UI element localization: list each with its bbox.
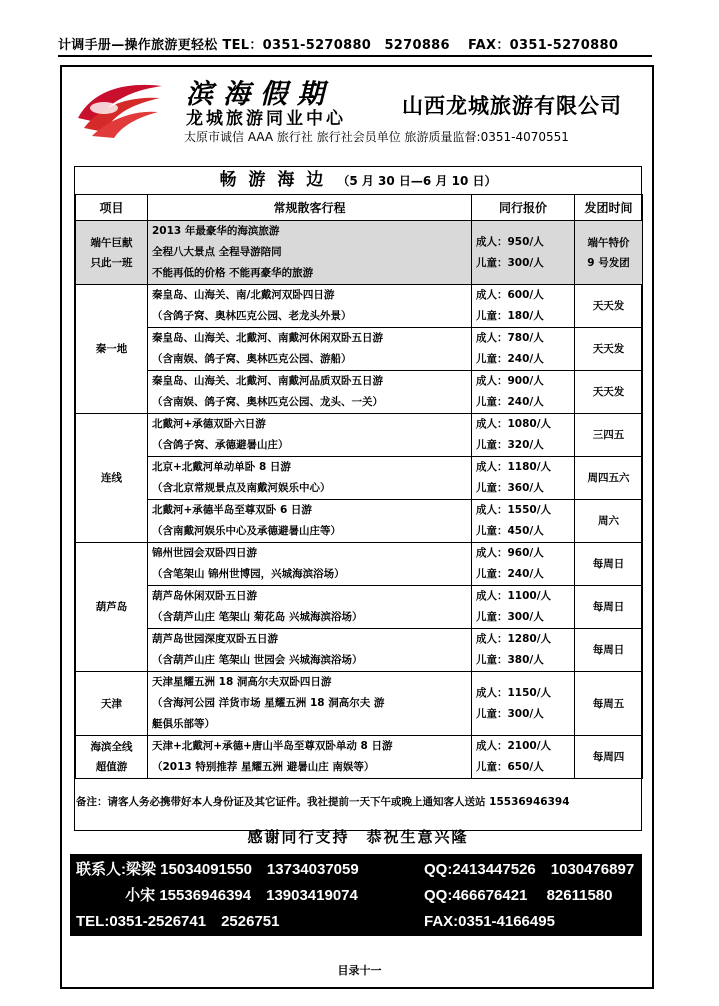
itinerary-cell — [148, 221, 472, 285]
contact-tel: TEL:0351-2526741 2526751 — [76, 913, 280, 930]
table-row — [76, 736, 643, 779]
departure-cell — [575, 328, 643, 371]
price-line: 成人：900/人 — [476, 375, 544, 387]
price-line: 儿童：650/人 — [476, 761, 544, 773]
company-name: 山西龙城旅游有限公司 — [402, 93, 622, 118]
price-line: 成人：600/人 — [476, 289, 544, 301]
itinerary-cell — [148, 672, 472, 736]
category-label: 连线 — [101, 472, 122, 484]
price-line: 成人：1100/人 — [476, 590, 552, 602]
price-cell — [472, 543, 575, 586]
itinerary-line: 秦皇岛、山海关、南/北戴河双卧四日游 — [152, 289, 335, 301]
itinerary-line: 艇俱乐部等） — [152, 718, 215, 730]
itinerary-line: 葫芦岛世园深度双卧五日游 — [152, 633, 278, 645]
price-line: 儿童：300/人 — [476, 611, 544, 623]
price-line: 儿童：360/人 — [476, 482, 544, 494]
departure-cell — [575, 414, 643, 457]
contact-persons-2: 小宋 15536946394 13903419074 — [76, 887, 358, 904]
itinerary-cell — [148, 285, 472, 328]
price-line: 成人：1180/人 — [476, 461, 552, 473]
contact-qq-2: QQ:466676421 82611580 — [424, 887, 613, 904]
price-line: 儿童：240/人 — [476, 353, 544, 365]
price-line: 成人：1080/人 — [476, 418, 552, 430]
itinerary-line: （含南娱、鸽子窝、奥林匹克公园、龙头、一关） — [152, 396, 383, 408]
col-header-item: 项目 — [76, 195, 148, 221]
departure-cell — [575, 586, 643, 629]
table-row — [76, 672, 643, 736]
itinerary-cell — [148, 736, 472, 779]
title-bar — [74, 166, 642, 194]
price-line: 成人：1550/人 — [476, 504, 552, 516]
contact-persons: 联系人:梁梁 15034091550 13734037059 — [76, 861, 359, 878]
table-row — [76, 629, 643, 672]
itinerary-cell — [148, 328, 472, 371]
price-cell — [472, 414, 575, 457]
price-cell — [472, 221, 575, 285]
price-cell — [472, 371, 575, 414]
departure-cell — [575, 221, 643, 285]
table-row — [76, 221, 643, 285]
table-row — [76, 586, 643, 629]
departure-line: 三四五 — [592, 429, 625, 441]
itinerary-line: （含鸽子窝、奥林匹克公园、老龙头外景） — [152, 310, 352, 322]
contact-fax: FAX:0351-4166495 — [424, 913, 555, 930]
category-label: 端午巨献 — [90, 236, 133, 249]
top-contact-line: 计调手册—操作旅游更轻松 TEL：0351-5270880 5270886 FAX：0351-5270880 — [58, 34, 652, 57]
departure-cell — [575, 629, 643, 672]
itinerary-line: 2013 年最豪华的海滨旅游 — [152, 225, 280, 237]
departure-line: 每周五 — [592, 697, 625, 710]
itinerary-line: （含海河公园 洋货市场 星耀五洲 18 洞高尔夫 游 — [152, 697, 385, 709]
table-row — [76, 457, 643, 500]
price-line: 成人：1280/人 — [476, 633, 552, 645]
price-cell — [472, 500, 575, 543]
itinerary-line: （含葫芦山庄 笔架山 菊花岛 兴城海滨浴场） — [152, 611, 363, 623]
category-label: 海滨全线 — [90, 741, 133, 753]
itinerary-line: 葫芦岛休闲双卧五日游 — [152, 590, 257, 602]
company-credentials: 太原市诚信 AAA 旅行社 旅行社会员单位 旅游质量监督:0351-4070551 — [184, 130, 569, 144]
table-row — [76, 543, 643, 586]
itinerary-line: 秦皇岛、山海关、北戴河、南戴河品质双卧五日游 — [152, 375, 383, 387]
price-line: 儿童：240/人 — [476, 396, 544, 408]
price-line: 儿童：300/人 — [476, 707, 544, 720]
departure-line: 每周日 — [592, 558, 625, 570]
price-line: 成人：2100/人 — [476, 740, 552, 752]
departure-line: 天天发 — [592, 386, 625, 398]
departure-cell — [575, 371, 643, 414]
col-header-departure: 发团时间 — [575, 195, 643, 221]
thanks-message: 感谢同行支持 恭祝生意兴隆 — [247, 828, 469, 846]
price-line: 儿童：240/人 — [476, 568, 544, 580]
price-line: 成人：780/人 — [476, 332, 544, 344]
category-label: 只此一班 — [90, 256, 133, 269]
price-cell — [472, 285, 575, 328]
departure-line: 每周日 — [592, 644, 625, 656]
itinerary-cell — [148, 371, 472, 414]
departure-line: 每周四 — [592, 751, 625, 763]
category-label: 超值游 — [95, 761, 128, 773]
category-cell — [76, 221, 148, 285]
contact-qq-1: QQ:2413447526 1030476897 — [424, 861, 635, 878]
departure-line: 9 号发团 — [587, 256, 630, 269]
price-line: 儿童：320/人 — [476, 439, 544, 451]
itinerary-table — [75, 194, 643, 779]
itinerary-cell — [148, 586, 472, 629]
contact-panel — [70, 854, 642, 936]
price-line: 儿童：180/人 — [476, 310, 544, 322]
category-cell — [76, 543, 148, 672]
page-title: 畅 游 海 边 — [219, 170, 327, 190]
itinerary-line: （含鸽子窝、承德避暑山庄） — [152, 439, 289, 451]
departure-line: 天天发 — [592, 343, 625, 355]
price-line: 成人：1150/人 — [476, 686, 552, 699]
price-line: 儿童：300/人 — [476, 256, 544, 269]
itinerary-line: 锦州世园会双卧四日游 — [152, 547, 257, 559]
page-footer: 目录十一 — [337, 964, 382, 977]
col-header-price: 同行报价 — [472, 195, 575, 221]
departure-cell — [575, 672, 643, 736]
table-row — [76, 414, 643, 457]
itinerary-line: 北戴河+承德双卧六日游 — [152, 418, 266, 430]
brand-name: 滨海假期 — [186, 79, 334, 110]
itinerary-line: （含葫芦山庄 笔架山 世园会 兴城海滨浴场） — [152, 654, 363, 666]
price-line: 儿童：380/人 — [476, 654, 544, 666]
category-cell — [76, 285, 148, 414]
price-cell — [472, 736, 575, 779]
col-header-itinerary: 常规散客行程 — [148, 195, 472, 221]
table-row — [76, 328, 643, 371]
price-cell — [472, 328, 575, 371]
category-label: 秦一地 — [95, 343, 128, 355]
table-row — [76, 285, 643, 328]
price-cell — [472, 457, 575, 500]
itinerary-line: （含南娱、鸽子窝、奥林匹克公园、游船） — [152, 353, 352, 365]
itinerary-line: 不能再低的价格 不能再豪华的旅游 — [152, 267, 314, 279]
itinerary-line: 北戴河+承德半岛至尊双卧 6 日游 — [152, 504, 312, 516]
date-range: （5 月 30 日—6 月 10 日） — [337, 174, 497, 188]
category-cell — [76, 414, 148, 543]
itinerary-line: 秦皇岛、山海关、北戴河、南戴河休闲双卧五日游 — [152, 332, 383, 344]
departure-cell — [575, 457, 643, 500]
itinerary-cell — [148, 457, 472, 500]
price-line: 儿童：450/人 — [476, 525, 544, 537]
itinerary-cell — [148, 543, 472, 586]
itinerary-line: 天津+北戴河+承德+唐山半岛至尊双卧单动 8 日游 — [152, 740, 393, 752]
departure-line: 周六 — [598, 515, 619, 527]
itinerary-line: （2013 特别推荐 星耀五洲 避暑山庄 南娱等） — [152, 761, 375, 773]
itinerary-line: （含南戴河娱乐中心及承德避暑山庄等） — [152, 525, 341, 537]
price-cell — [472, 629, 575, 672]
itinerary-cell — [148, 629, 472, 672]
departure-cell — [575, 543, 643, 586]
category-cell — [76, 672, 148, 736]
notes: 备注：请客人务必携带好本人身份证及其它证件。我社提前一天下午或晚上通知客人送站 15536946394 — [76, 796, 570, 808]
price-line: 成人：960/人 — [476, 547, 544, 559]
company-logo-icon — [74, 78, 166, 140]
table-row — [76, 371, 643, 414]
category-cell — [76, 736, 148, 779]
itinerary-cell — [148, 414, 472, 457]
category-label: 天津 — [101, 697, 122, 710]
itinerary-line: 天津星耀五洲 18 洞高尔夫双卧四日游 — [152, 676, 332, 688]
departure-line: 周四五六 — [587, 472, 630, 484]
departure-cell — [575, 500, 643, 543]
departure-line: 天天发 — [592, 300, 625, 312]
price-cell — [472, 586, 575, 629]
itinerary-cell — [148, 500, 472, 543]
price-cell — [472, 672, 575, 736]
itinerary-line: （含笔架山 锦州世博园，兴城海滨浴场） — [152, 568, 345, 580]
departure-cell — [575, 736, 643, 779]
itinerary-line: 全程八大景点 全程导游陪同 — [152, 246, 282, 258]
price-line: 成人：950/人 — [476, 235, 544, 248]
itinerary-line: （含北京常规景点及南戴河娱乐中心） — [152, 482, 331, 494]
category-label: 葫芦岛 — [95, 601, 128, 613]
departure-cell — [575, 285, 643, 328]
itinerary-line: 北京+北戴河单动单卧 8 日游 — [152, 461, 291, 473]
table-header-row — [76, 195, 643, 221]
brand-subtitle: 龙城旅游同业中心 — [186, 109, 346, 129]
departure-line: 端午特价 — [587, 236, 630, 249]
table-row — [76, 500, 643, 543]
departure-line: 每周日 — [592, 601, 625, 613]
